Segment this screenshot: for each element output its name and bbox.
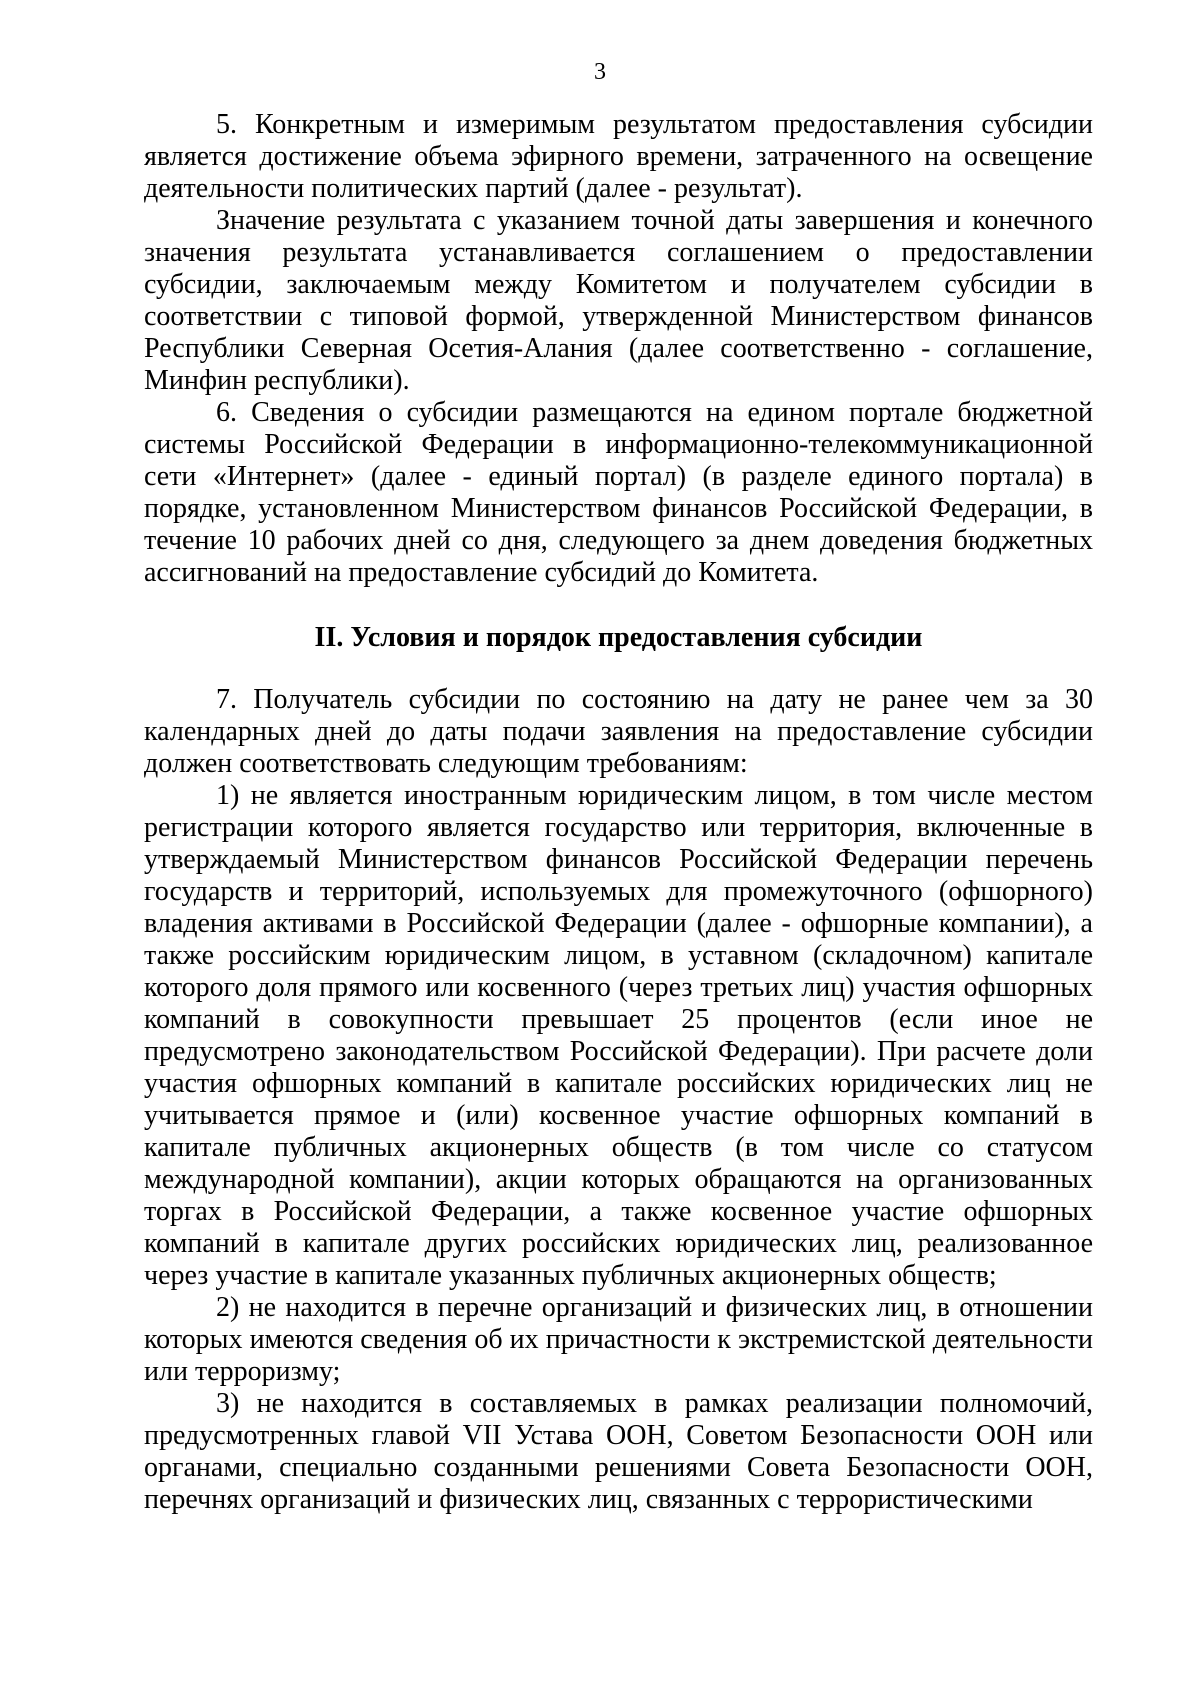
section-heading: II. Условия и порядок предоставления субсидии — [314, 622, 923, 653]
requirement-item-3: 3) не находится в составляемых в рамках реализации полномочий, предусмотренных главой VII Устава ООН, Советом Безопасности ООН или органами, специально созданными решениями Совета Безопасности ООН, перечнях организаций и физических лиц, связанных с террористическими — [144, 1388, 1093, 1515]
document-body — [144, 109, 1093, 1516]
paragraph-6-portal: 6. Сведения о субсидии размещаются на едином портале бюджетной системы Российской Федерации в информационно-телекоммуникационной сети «Интернет» (далее - единый портал) (в разделе единого портала) в порядке, установленном Министерством финансов Российской Федерации, в течение 10 рабочих дней со дня, следующего за днем доведения бюджетных ассигнований на предоставление субсидий до Комитета. — [144, 397, 1093, 588]
page-number: 3 — [594, 59, 606, 85]
paragraph-result-value: Значение результата с указанием точной даты завершения и конечного значения результата устанавливается соглашением о предоставлении субсидии, заключаемым между Комитетом и получателем субсидии в соответствии с типовой формой, утвержденной Министерством финансов Республики Северная Осетия-Алания (далее соответственно - соглашение, Минфин республики). — [144, 205, 1093, 396]
requirement-item-2: 2) не находится в перечне организаций и физических лиц, в отношении которых имеются сведения об их причастности к экстремистской деятельности или терроризму; — [144, 1292, 1093, 1387]
requirement-item-1: 1) не является иностранным юридическим лицом, в том числе местом регистрации которого является государство или территория, включенные в утверждаемый Министерством финансов Российской Федерации перечень государств и территорий, используемых для промежуточного (офшорного) владения активами в Российской Федерации (далее - офшорные компании), а также российским юридическим лицом, в уставном (складочном) капитале которого доля прямого или косвенного (через третьих лиц) участия офшорных компаний в совокупности превышает 25 процентов (если иное не предусмотрено законодательством Российской Федерации). При расчете доли участия офшорных компаний в капитале российских юридических лиц не учитывается прямое и (или) косвенное участие офшорных компаний в капитале публичных акционерных обществ (в том числе со статусом международной компании), акции которых обращаются на организованных торгах в Российской Федерации, а также косвенное участие офшорных компаний в капитале других российских юридических лиц, реализованное через участие в капитале указанных публичных акционерных обществ; — [144, 780, 1093, 1291]
paragraph-7-requirements: 7. Получатель субсидии по состоянию на дату не ранее чем за 30 календарных дней до даты подачи заявления на предоставление субсидии должен соответствовать следующим требованиям: — [144, 684, 1093, 779]
paragraph-5-result: 5. Конкретным и измеримым результатом предоставления субсидии является достижение объема эфирного времени, затраченного на освещение деятельности политических партий (далее - результат). — [144, 109, 1093, 204]
